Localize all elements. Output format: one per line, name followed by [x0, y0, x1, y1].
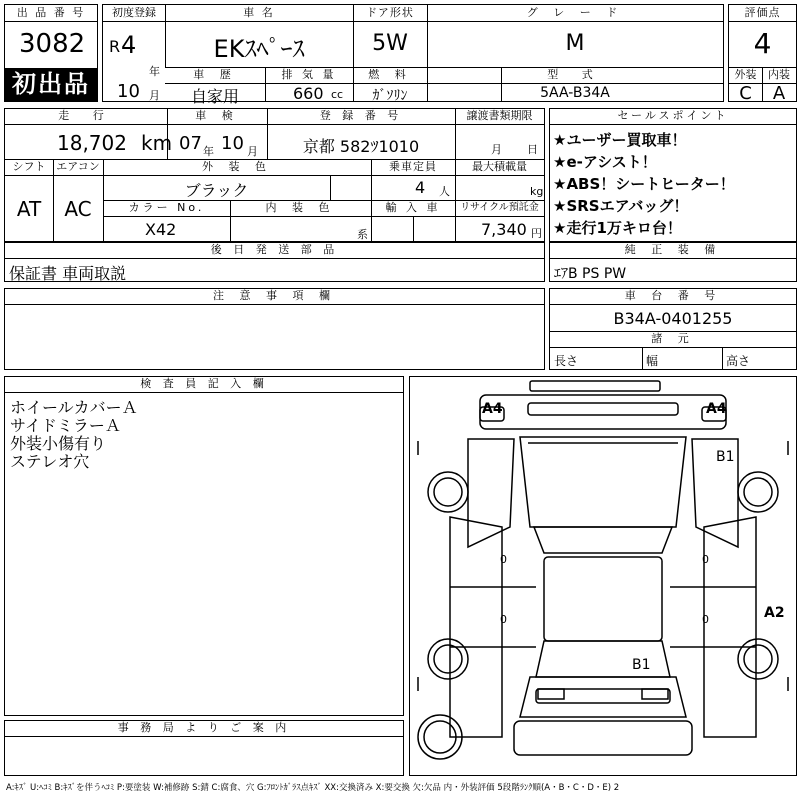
- displacement-unit: cc: [331, 88, 344, 101]
- car-diagram: [410, 377, 796, 775]
- mark-a4-left: A4: [482, 401, 503, 417]
- notes-box: [4, 288, 545, 370]
- height-label: 高さ: [726, 354, 751, 368]
- inspector-line-3: 外装小傷有り: [10, 434, 107, 453]
- model-label: 型 式: [547, 68, 603, 81]
- door-label: ドア形状: [366, 6, 414, 19]
- exterior-color: ブラック: [184, 181, 249, 200]
- recycle-fee: 7,340: [481, 220, 527, 239]
- footer-legend: A:ｷｽﾞ U:ﾍｺﾐ B:ｷｽﾞを伴うﾍｺﾐ P:要塗装 W:補修跡 S:錆 C:腐食、穴 G:ﾌﾛﾝﾄｶﾞﾗｽ点ｷｽﾞ XX:交換済み X:要交換 欠:欠品 内・外装評価 5段階ﾗﾝｸ順(A・B・C・D・E) 2: [6, 783, 620, 793]
- details-box: [4, 108, 545, 242]
- later-parts-box: [4, 242, 545, 282]
- mark-b1-right: B1: [716, 449, 735, 465]
- inspection-month-unit: 月: [247, 145, 258, 158]
- inspection-year: 07: [179, 133, 202, 154]
- office-label: 事 務 局 よ り ご 案 内: [117, 721, 291, 734]
- transfer-label: 譲渡書類期限: [466, 109, 533, 122]
- fuel: ｶﾞｿﾘﾝ: [372, 88, 408, 104]
- model-code: 5AA-B34A: [540, 85, 610, 101]
- inspector-line-4: ステレオ穴: [10, 452, 90, 471]
- later-parts-value: 保証書 車両取説: [9, 264, 127, 283]
- plate-label: 登 録 番 号: [319, 109, 403, 122]
- spec-label: 諸 元: [651, 332, 695, 345]
- equipment-value: ｴｱB PS PW: [554, 266, 627, 282]
- vehicle-info-box: [102, 4, 724, 106]
- interior-color-label: 内 装 色: [265, 201, 336, 214]
- sales-points-label: セールスポイント: [617, 109, 729, 122]
- chassis-box: [549, 288, 797, 370]
- transfer-month-unit: 月: [491, 143, 502, 156]
- first-reg-month: 10: [117, 81, 140, 102]
- first-reg-year: 4: [121, 31, 137, 59]
- sales-point-1: ★ユーザー買取車！: [553, 131, 687, 149]
- exterior-label: 外装: [734, 68, 757, 81]
- zero-mark-3: 0: [500, 613, 507, 626]
- mileage-unit: km: [141, 131, 173, 155]
- displacement-label: 排 気 量: [281, 68, 337, 81]
- inspection-year-unit: 年: [203, 145, 214, 158]
- car-name-label: 車 名: [243, 6, 275, 19]
- car-name: EKｽﾍﾟｰｽ: [213, 35, 305, 63]
- seats: 4: [415, 178, 426, 197]
- mileage: 18,702: [57, 131, 127, 155]
- month-unit: 月: [149, 89, 160, 102]
- exterior-grade: C: [739, 83, 752, 104]
- aircon-label: エアコン: [56, 160, 100, 173]
- score-label: 評価点: [744, 6, 781, 19]
- notes-label: 注 意 事 項 欄: [213, 289, 336, 302]
- car-diagram-box: [409, 376, 797, 776]
- score: 4: [753, 27, 772, 60]
- sales-points-box: [549, 108, 797, 242]
- seats-label: 乗車定員: [389, 160, 437, 173]
- inspector-line-2: サイドミラーＡ: [10, 416, 121, 435]
- year-unit: 年: [149, 65, 160, 78]
- zero-mark-1: 0: [500, 553, 507, 566]
- recycle-unit: 円: [531, 227, 542, 240]
- mileage-label: 走 行: [58, 109, 114, 122]
- inspector-line-1: ホイールカバーＡ: [10, 398, 138, 417]
- later-parts-label: 後 日 発 送 部 品: [210, 243, 339, 256]
- fuel-label: 燃 料: [368, 68, 412, 81]
- color-no-label: カラー No.: [128, 201, 205, 214]
- inspection-label: 車 検: [195, 109, 239, 122]
- inspector-box: [4, 376, 404, 716]
- interior-grade: A: [772, 83, 786, 104]
- equipment-label: 純 正 装 備: [624, 243, 722, 256]
- chassis-label: 車 台 番 号: [624, 289, 722, 302]
- lot-number: 3082: [19, 29, 86, 59]
- mark-a2-right: A2: [764, 605, 785, 621]
- sales-point-5: ★走行1万キロ台！: [553, 219, 682, 237]
- import-label: 輸 入 車: [385, 201, 441, 214]
- interior-label: 内装: [768, 68, 790, 81]
- mark-b1-rear: B1: [632, 657, 651, 673]
- inspector-label: 検 査 員 記 入 欄: [140, 377, 268, 390]
- history: 自家用: [190, 87, 239, 106]
- transfer-day-unit: 日: [527, 143, 538, 156]
- sales-point-2: ★e-アシスト！: [553, 153, 657, 171]
- chassis-number: B34A-0401255: [613, 309, 733, 328]
- mark-a4-right: A4: [706, 401, 727, 417]
- lot-number-box: [4, 4, 98, 102]
- load-label: 最大積載量: [472, 160, 527, 173]
- zero-mark-2: 0: [702, 553, 709, 566]
- era: R: [109, 37, 121, 56]
- displacement: 660: [293, 84, 324, 103]
- score-box: [728, 4, 797, 102]
- grade: M: [565, 31, 585, 56]
- lot-number-label: 出 品 番 号: [16, 6, 86, 19]
- length-label: 長さ: [554, 354, 579, 368]
- history-label: 車 歴: [193, 68, 237, 81]
- load-unit: kg: [530, 185, 544, 198]
- sales-point-3: ★ABS！シートヒーター！: [553, 175, 735, 193]
- sales-point-4: ★SRSエアバッグ！: [553, 197, 689, 215]
- recycle-label: リサイクル預託金: [460, 202, 539, 213]
- zero-mark-4: 0: [702, 613, 709, 626]
- equipment-box: [549, 242, 797, 282]
- door-type: 5W: [372, 31, 408, 56]
- grade-label: グ レ ー ド: [526, 6, 624, 19]
- plate-number: 京都 582ﾂ1010: [302, 137, 420, 156]
- office-box: [4, 720, 404, 776]
- seats-unit: 人: [439, 185, 450, 198]
- aircon: AC: [64, 197, 92, 221]
- first-reg-label: 初度登録: [112, 6, 156, 19]
- shift-label: シフト: [12, 160, 46, 173]
- first-listing-badge: 初出品: [5, 68, 97, 101]
- interior-color-unit: 系: [357, 228, 368, 241]
- width-label: 幅: [646, 354, 659, 368]
- shift: AT: [16, 197, 42, 221]
- inspection-month: 10: [221, 133, 244, 154]
- color-number: X42: [145, 220, 177, 239]
- color-label: 外 装 色: [202, 160, 272, 173]
